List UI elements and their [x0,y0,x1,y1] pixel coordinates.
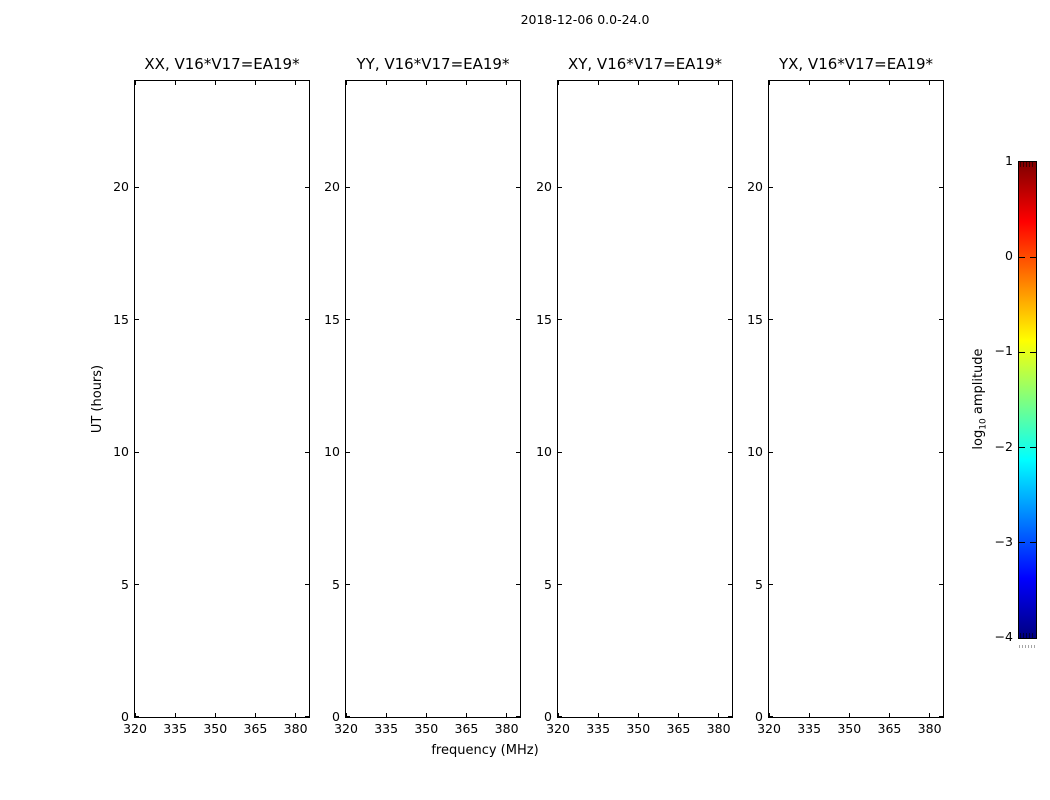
colorbar-label-amplitude: amplitude [971,348,986,419]
y-tick-mark [135,584,139,585]
panel-title-xx: XX, V16*V17=EA19* [144,55,300,73]
x-tick-mark [506,713,507,717]
x-tick-label: 335 [374,721,399,736]
colorbar-tick-mark [1019,352,1025,353]
y-tick-label: 5 [544,576,552,592]
y-tick-mark [558,716,562,717]
colorbar-tick-mark [1030,447,1036,448]
y-tick-label: 10 [324,444,340,459]
subplot-xy [557,80,733,718]
colorbar-tick-label: −3 [994,533,1013,549]
y-tick-label: 5 [332,576,340,592]
y-tick-label: 20 [113,179,129,194]
colorbar-tick-mark [1019,542,1025,543]
y-tick-mark [558,319,562,320]
x-tick-mark [849,81,850,85]
x-tick-mark [598,713,599,717]
colorbar-tick-mark [1030,257,1036,258]
y-tick-mark [558,584,562,585]
x-tick-label: 320 [334,721,358,736]
y-tick-label: 0 [755,709,763,724]
x-tick-mark [718,713,719,717]
panel-title-yy: YY, V16*V17=EA19* [356,55,510,73]
x-tick-mark [295,81,296,85]
x-tick-mark [598,81,599,85]
x-tick-mark [175,713,176,717]
y-tick-label: 5 [755,576,763,592]
x-tick-mark [638,713,639,717]
x-tick-label: 335 [586,721,611,736]
colorbar-tick-mark [1030,352,1036,353]
y-tick-mark [939,187,943,188]
y-axis-label: UT (hours) [90,364,105,434]
x-tick-label: 365 [877,721,902,736]
x-tick-label: 380 [494,721,519,736]
x-tick-mark [506,81,507,85]
y-tick-label: 15 [113,311,129,327]
x-tick-mark [769,81,770,85]
x-tick-mark [889,81,890,85]
x-tick-mark [638,81,639,85]
y-tick-mark [558,187,562,188]
y-tick-mark [558,452,562,453]
figure-title: 2018-12-06 0.0-24.0 [520,12,650,27]
panel-title-xy: XY, V16*V17=EA19* [567,55,723,73]
colorbar-label-subscript: 10 [978,418,989,430]
y-tick-mark [346,716,350,717]
y-tick-label: 15 [324,311,340,327]
x-tick-label: 365 [454,721,479,736]
x-tick-mark [386,713,387,717]
colorbar-tick-label: 1 [1005,153,1013,168]
y-tick-mark [346,319,350,320]
x-tick-mark [175,81,176,85]
colorbar-bottom-dots [1019,645,1036,648]
x-tick-mark [426,81,427,85]
x-tick-label: 380 [917,721,942,736]
y-tick-label: 15 [536,311,552,327]
subplot-yy [345,80,521,718]
x-tick-mark [386,81,387,85]
y-tick-mark [346,187,350,188]
x-tick-mark [558,81,559,85]
y-tick-mark [939,319,943,320]
y-tick-label: 10 [113,444,129,459]
y-tick-label: 20 [536,179,552,194]
y-tick-mark [135,716,139,717]
x-axis-label: frequency (MHz) [431,743,539,758]
x-tick-label: 350 [837,721,862,736]
colorbar-tick-label: −1 [994,343,1013,359]
x-tick-mark [809,81,810,85]
y-tick-mark [346,584,350,585]
colorbar-tick-label: −4 [994,629,1013,644]
x-tick-mark [215,81,216,85]
y-tick-label: 15 [747,311,763,327]
x-tick-mark [215,713,216,717]
x-tick-label: 380 [706,721,731,736]
x-tick-label: 320 [546,721,570,736]
panel-title-yx: YX, V16*V17=EA19* [778,55,934,73]
x-tick-label: 320 [123,721,147,736]
x-tick-mark [889,713,890,717]
colorbar-tick-mark [1030,542,1036,543]
x-tick-mark [426,713,427,717]
y-tick-mark [135,187,139,188]
y-tick-label: 0 [544,709,552,724]
x-tick-mark [849,713,850,717]
y-tick-mark [346,452,350,453]
y-tick-label: 0 [121,709,129,724]
y-tick-label: 10 [536,444,552,459]
x-tick-mark [466,713,467,717]
x-tick-mark [718,81,719,85]
y-tick-label: 20 [747,179,763,194]
y-tick-label: 5 [121,576,129,592]
colorbar-tick-mark [1019,447,1025,448]
colorbar-tick-label: 0 [1005,248,1013,264]
x-tick-mark [295,713,296,717]
y-tick-mark [939,584,943,585]
subplot-xx [134,80,310,718]
x-tick-mark [929,81,930,85]
y-tick-label: 10 [747,444,763,459]
x-tick-label: 350 [626,721,651,736]
y-tick-mark [769,187,773,188]
x-tick-mark [929,713,930,717]
colorbar-tick-mark [1019,257,1025,258]
y-tick-mark [769,452,773,453]
x-tick-mark [255,713,256,717]
x-tick-label: 365 [666,721,691,736]
x-tick-mark [678,713,679,717]
x-tick-label: 350 [203,721,228,736]
y-tick-mark [769,584,773,585]
y-tick-mark [769,319,773,320]
x-tick-label: 335 [797,721,822,736]
x-tick-mark [135,81,136,85]
x-tick-mark [255,81,256,85]
x-tick-mark [678,81,679,85]
x-tick-label: 380 [283,721,308,736]
x-tick-label: 365 [243,721,268,736]
colorbar-label-log: log [971,429,986,450]
subplot-yx [768,80,944,718]
y-tick-mark [135,319,139,320]
x-tick-mark [346,81,347,85]
y-tick-label: 20 [324,179,340,194]
colorbar-tick-label: −2 [994,438,1013,454]
colorbar [1018,161,1037,639]
x-tick-label: 350 [414,721,439,736]
y-tick-mark [135,452,139,453]
y-tick-label: 0 [332,709,340,724]
x-tick-label: 335 [163,721,188,736]
y-tick-mark [769,716,773,717]
colorbar-label [970,324,988,474]
y-tick-mark [939,452,943,453]
x-tick-mark [466,81,467,85]
x-tick-label: 320 [757,721,781,736]
x-tick-mark [809,713,810,717]
y-tick-mark [939,716,943,717]
